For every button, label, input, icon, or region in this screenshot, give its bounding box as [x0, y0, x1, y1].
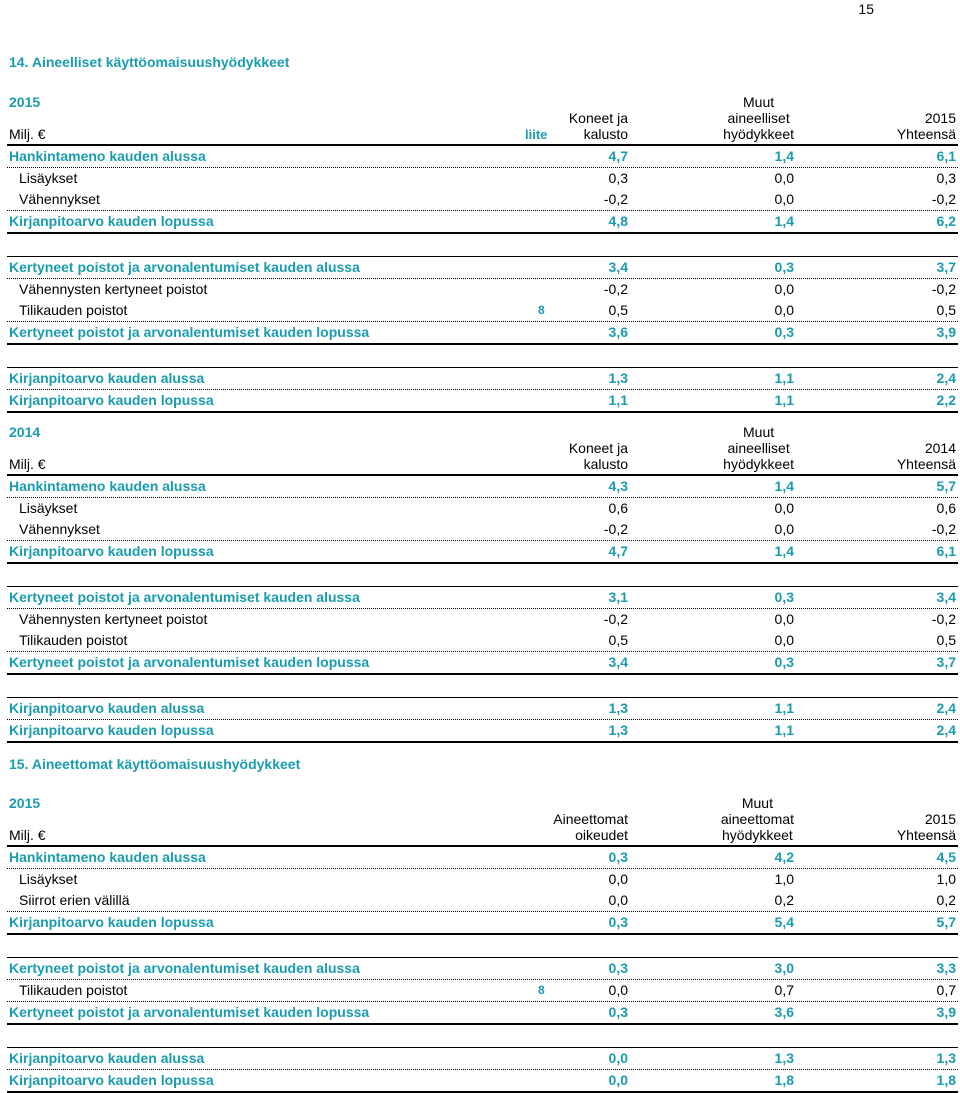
- cell-col3: 5,7: [936, 478, 956, 494]
- table-year: 2014: [9, 424, 41, 440]
- table-row: [7, 630, 958, 652]
- cell-col1: 0,3: [608, 960, 628, 976]
- cell-col3: 3,3: [936, 960, 956, 976]
- table-row: [7, 189, 958, 211]
- cell-col1: -0,2: [603, 281, 628, 297]
- table-row: [7, 300, 958, 322]
- row-label: Lisäykset: [19, 170, 78, 186]
- cell-col3: 3,9: [936, 1004, 956, 1020]
- cell-col3: 2,4: [936, 700, 956, 716]
- cell-col2: 1,3: [774, 1050, 794, 1066]
- section-title: 14. Aineelliset käyttöomaisuushyödykkeet: [9, 54, 290, 70]
- cell-col1: 0,0: [608, 982, 628, 998]
- row-label: Lisäykset: [19, 500, 78, 516]
- section-title: 15. Aineettomat käyttöomaisuushyödykkeet: [9, 756, 301, 772]
- cell-col2: 1,1: [774, 722, 794, 738]
- cell-col2: 1,1: [774, 370, 794, 386]
- cell-col2: 0,3: [774, 589, 794, 605]
- table-row: [7, 322, 958, 345]
- table-row: [7, 519, 958, 541]
- table-row: [7, 211, 958, 234]
- row-label: Hankintameno kauden alussa: [9, 849, 206, 865]
- cell-col2: 0,0: [774, 281, 794, 297]
- cell-col1: 0,5: [608, 302, 628, 318]
- cell-col2: 1,4: [774, 213, 794, 229]
- row-label: Tilikauden poistot: [19, 302, 128, 318]
- cell-col2: 0,0: [774, 632, 794, 648]
- table-row: [7, 697, 958, 720]
- cell-col2: 1,4: [774, 543, 794, 559]
- cell-col2: 0,7: [774, 982, 794, 998]
- cell-col3: 1,3: [936, 1050, 956, 1066]
- cell-col1: 3,4: [608, 654, 628, 670]
- cell-col2: 1,4: [774, 478, 794, 494]
- row-label: Kirjanpitoarvo kauden lopussa: [9, 914, 214, 930]
- cell-col3: 2,4: [936, 370, 956, 386]
- cell-col3: 2,2: [936, 392, 956, 408]
- row-label: Kirjanpitoarvo kauden alussa: [9, 1050, 205, 1066]
- cell-col1: 4,7: [608, 148, 628, 164]
- cell-col2: 1,1: [774, 700, 794, 716]
- cell-col2: 1,8: [774, 1072, 794, 1088]
- cell-col1: 4,7: [608, 543, 628, 559]
- cell-col3: 5,7: [936, 914, 956, 930]
- row-label: Kirjanpitoarvo kauden lopussa: [9, 1072, 214, 1088]
- row-label: Kirjanpitoarvo kauden alussa: [9, 370, 205, 386]
- table-row: [7, 847, 958, 869]
- cell-col3: -0,2: [931, 611, 956, 627]
- cell-col2: 0,0: [774, 521, 794, 537]
- column-header-2: Muut aineelliset hyödykkeet: [723, 94, 794, 142]
- row-label: Kirjanpitoarvo kauden lopussa: [9, 543, 214, 559]
- column-header-3: 2015 Yhteensä: [896, 811, 956, 843]
- cell-col3: 0,2: [936, 892, 956, 908]
- row-label: Kertyneet poistot ja arvonalentumiset kauden alussa: [9, 960, 360, 976]
- row-label: Kertyneet poistot ja arvonalentumiset kauden lopussa: [9, 324, 370, 340]
- cell-col1: 0,5: [608, 632, 628, 648]
- row-label: Kirjanpitoarvo kauden lopussa: [9, 392, 214, 408]
- table-header: [7, 94, 958, 146]
- unit-label: Milj. €: [9, 456, 46, 472]
- table-row: [7, 168, 958, 189]
- cell-col3: 4,5: [936, 849, 956, 865]
- cell-col2: 0,3: [774, 324, 794, 340]
- cell-col1: 1,3: [608, 722, 628, 738]
- table-row: [7, 498, 958, 519]
- cell-col1: -0,2: [603, 191, 628, 207]
- cell-col1: 3,4: [608, 259, 628, 275]
- cell-col3: 0,5: [936, 632, 956, 648]
- note-ref: 8: [538, 983, 545, 997]
- row-label: Tilikauden poistot: [19, 982, 128, 998]
- tangible-assets-2014-table: [7, 424, 958, 743]
- table-row: [7, 720, 958, 743]
- column-header-1: Koneet ja kalusto: [568, 110, 628, 142]
- cell-col1: 0,0: [608, 1072, 628, 1088]
- table-row: [7, 146, 958, 168]
- row-label: Hankintameno kauden alussa: [9, 148, 206, 164]
- row-label: Kertyneet poistot ja arvonalentumiset kauden lopussa: [9, 1004, 370, 1020]
- note-column-header: liite: [525, 127, 548, 142]
- note-ref: 8: [538, 303, 545, 317]
- cell-col2: 1,0: [774, 871, 794, 887]
- unit-label: Milj. €: [9, 827, 46, 843]
- table-row: [7, 869, 958, 890]
- cell-col3: 0,7: [936, 982, 956, 998]
- row-label: Kertyneet poistot ja arvonalentumiset kauden alussa: [9, 259, 360, 275]
- table-row: [7, 912, 958, 935]
- table-row: [7, 980, 958, 1002]
- cell-col1: 0,3: [608, 849, 628, 865]
- cell-col1: -0,2: [603, 521, 628, 537]
- cell-col1: 1,3: [608, 700, 628, 716]
- intangible-assets-2015-table: [7, 795, 958, 1093]
- cell-col3: 1,0: [936, 871, 956, 887]
- cell-col3: 6,2: [936, 213, 956, 229]
- cell-col1: 0,3: [608, 170, 628, 186]
- cell-col3: 6,1: [936, 543, 956, 559]
- row-label: Kertyneet poistot ja arvonalentumiset kauden lopussa: [9, 654, 370, 670]
- cell-col2: 4,2: [774, 849, 794, 865]
- cell-col1: 0,0: [608, 892, 628, 908]
- unit-label: Milj. €: [9, 126, 46, 142]
- row-label: Kertyneet poistot ja arvonalentumiset kauden alussa: [9, 589, 360, 605]
- row-label: Vähennysten kertyneet poistot: [19, 611, 208, 627]
- column-header-3: 2015 Yhteensä: [896, 110, 956, 142]
- cell-col3: 1,8: [936, 1072, 956, 1088]
- cell-col2: 5,4: [774, 914, 794, 930]
- cell-col3: -0,2: [931, 191, 956, 207]
- table-row: [7, 256, 958, 279]
- cell-col2: 3,6: [774, 1004, 794, 1020]
- cell-col1: 0,3: [608, 914, 628, 930]
- table-row: [7, 390, 958, 413]
- row-label: Vähennykset: [19, 191, 100, 207]
- cell-col3: 3,4: [936, 589, 956, 605]
- column-header-1: Aineettomat oikeudet: [553, 811, 628, 843]
- row-label: Kirjanpitoarvo kauden lopussa: [9, 213, 214, 229]
- row-label: Siirrot erien välillä: [19, 892, 130, 908]
- cell-col3: 2,4: [936, 722, 956, 738]
- cell-col1: 4,3: [608, 478, 628, 494]
- tangible-assets-2015-table: [7, 94, 958, 413]
- table-row: [7, 367, 958, 390]
- cell-col1: -0,2: [603, 611, 628, 627]
- table-row: [7, 1047, 958, 1070]
- cell-col2: 0,2: [774, 892, 794, 908]
- cell-col3: 6,1: [936, 148, 956, 164]
- column-header-3: 2014 Yhteensä: [896, 440, 956, 472]
- cell-col2: 0,0: [774, 500, 794, 516]
- row-label: Vähennysten kertyneet poistot: [19, 281, 208, 297]
- table-header: [7, 795, 958, 847]
- cell-col2: 0,0: [774, 302, 794, 318]
- table-header: [7, 424, 958, 476]
- row-label: Vähennykset: [19, 521, 100, 537]
- column-header-2: Muut aineelliset hyödykkeet: [723, 424, 794, 472]
- column-header-1: Koneet ja kalusto: [568, 440, 628, 472]
- table-row: [7, 586, 958, 609]
- row-label: Hankintameno kauden alussa: [9, 478, 206, 494]
- cell-col3: 3,7: [936, 259, 956, 275]
- table-row: [7, 476, 958, 498]
- table-row: [7, 957, 958, 980]
- table-year: 2015: [9, 94, 41, 110]
- column-header-2: Muut aineettomat hyödykkeet: [720, 795, 794, 843]
- row-label: Kirjanpitoarvo kauden alussa: [9, 700, 205, 716]
- table-row: [7, 1070, 958, 1093]
- table-row: [7, 1002, 958, 1025]
- table-row: [7, 890, 958, 912]
- cell-col2: 1,4: [774, 148, 794, 164]
- table-row: [7, 541, 958, 564]
- page-number: 15: [858, 1, 874, 17]
- cell-col3: 3,9: [936, 324, 956, 340]
- table-row: [7, 279, 958, 300]
- cell-col1: 3,1: [608, 589, 628, 605]
- cell-col3: -0,2: [931, 521, 956, 537]
- cell-col3: -0,2: [931, 281, 956, 297]
- cell-col2: 3,0: [774, 960, 794, 976]
- cell-col2: 0,3: [774, 259, 794, 275]
- cell-col1: 0,0: [608, 871, 628, 887]
- table-row: [7, 652, 958, 675]
- cell-col2: 0,0: [774, 191, 794, 207]
- row-label: Tilikauden poistot: [19, 632, 128, 648]
- cell-col1: 0,3: [608, 1004, 628, 1020]
- cell-col3: 0,3: [936, 170, 956, 186]
- table-year: 2015: [9, 795, 41, 811]
- cell-col2: 1,1: [774, 392, 794, 408]
- row-label: Lisäykset: [19, 871, 78, 887]
- cell-col1: 3,6: [608, 324, 628, 340]
- cell-col1: 0,0: [608, 1050, 628, 1066]
- cell-col3: 3,7: [936, 654, 956, 670]
- cell-col2: 0,3: [774, 654, 794, 670]
- cell-col2: 0,0: [774, 170, 794, 186]
- table-row: [7, 609, 958, 630]
- cell-col3: 0,6: [936, 500, 956, 516]
- cell-col1: 4,8: [608, 213, 628, 229]
- cell-col3: 0,5: [936, 302, 956, 318]
- cell-col1: 1,3: [608, 370, 628, 386]
- cell-col1: 1,1: [608, 392, 628, 408]
- cell-col1: 0,6: [608, 500, 628, 516]
- cell-col2: 0,0: [774, 611, 794, 627]
- row-label: Kirjanpitoarvo kauden lopussa: [9, 722, 214, 738]
